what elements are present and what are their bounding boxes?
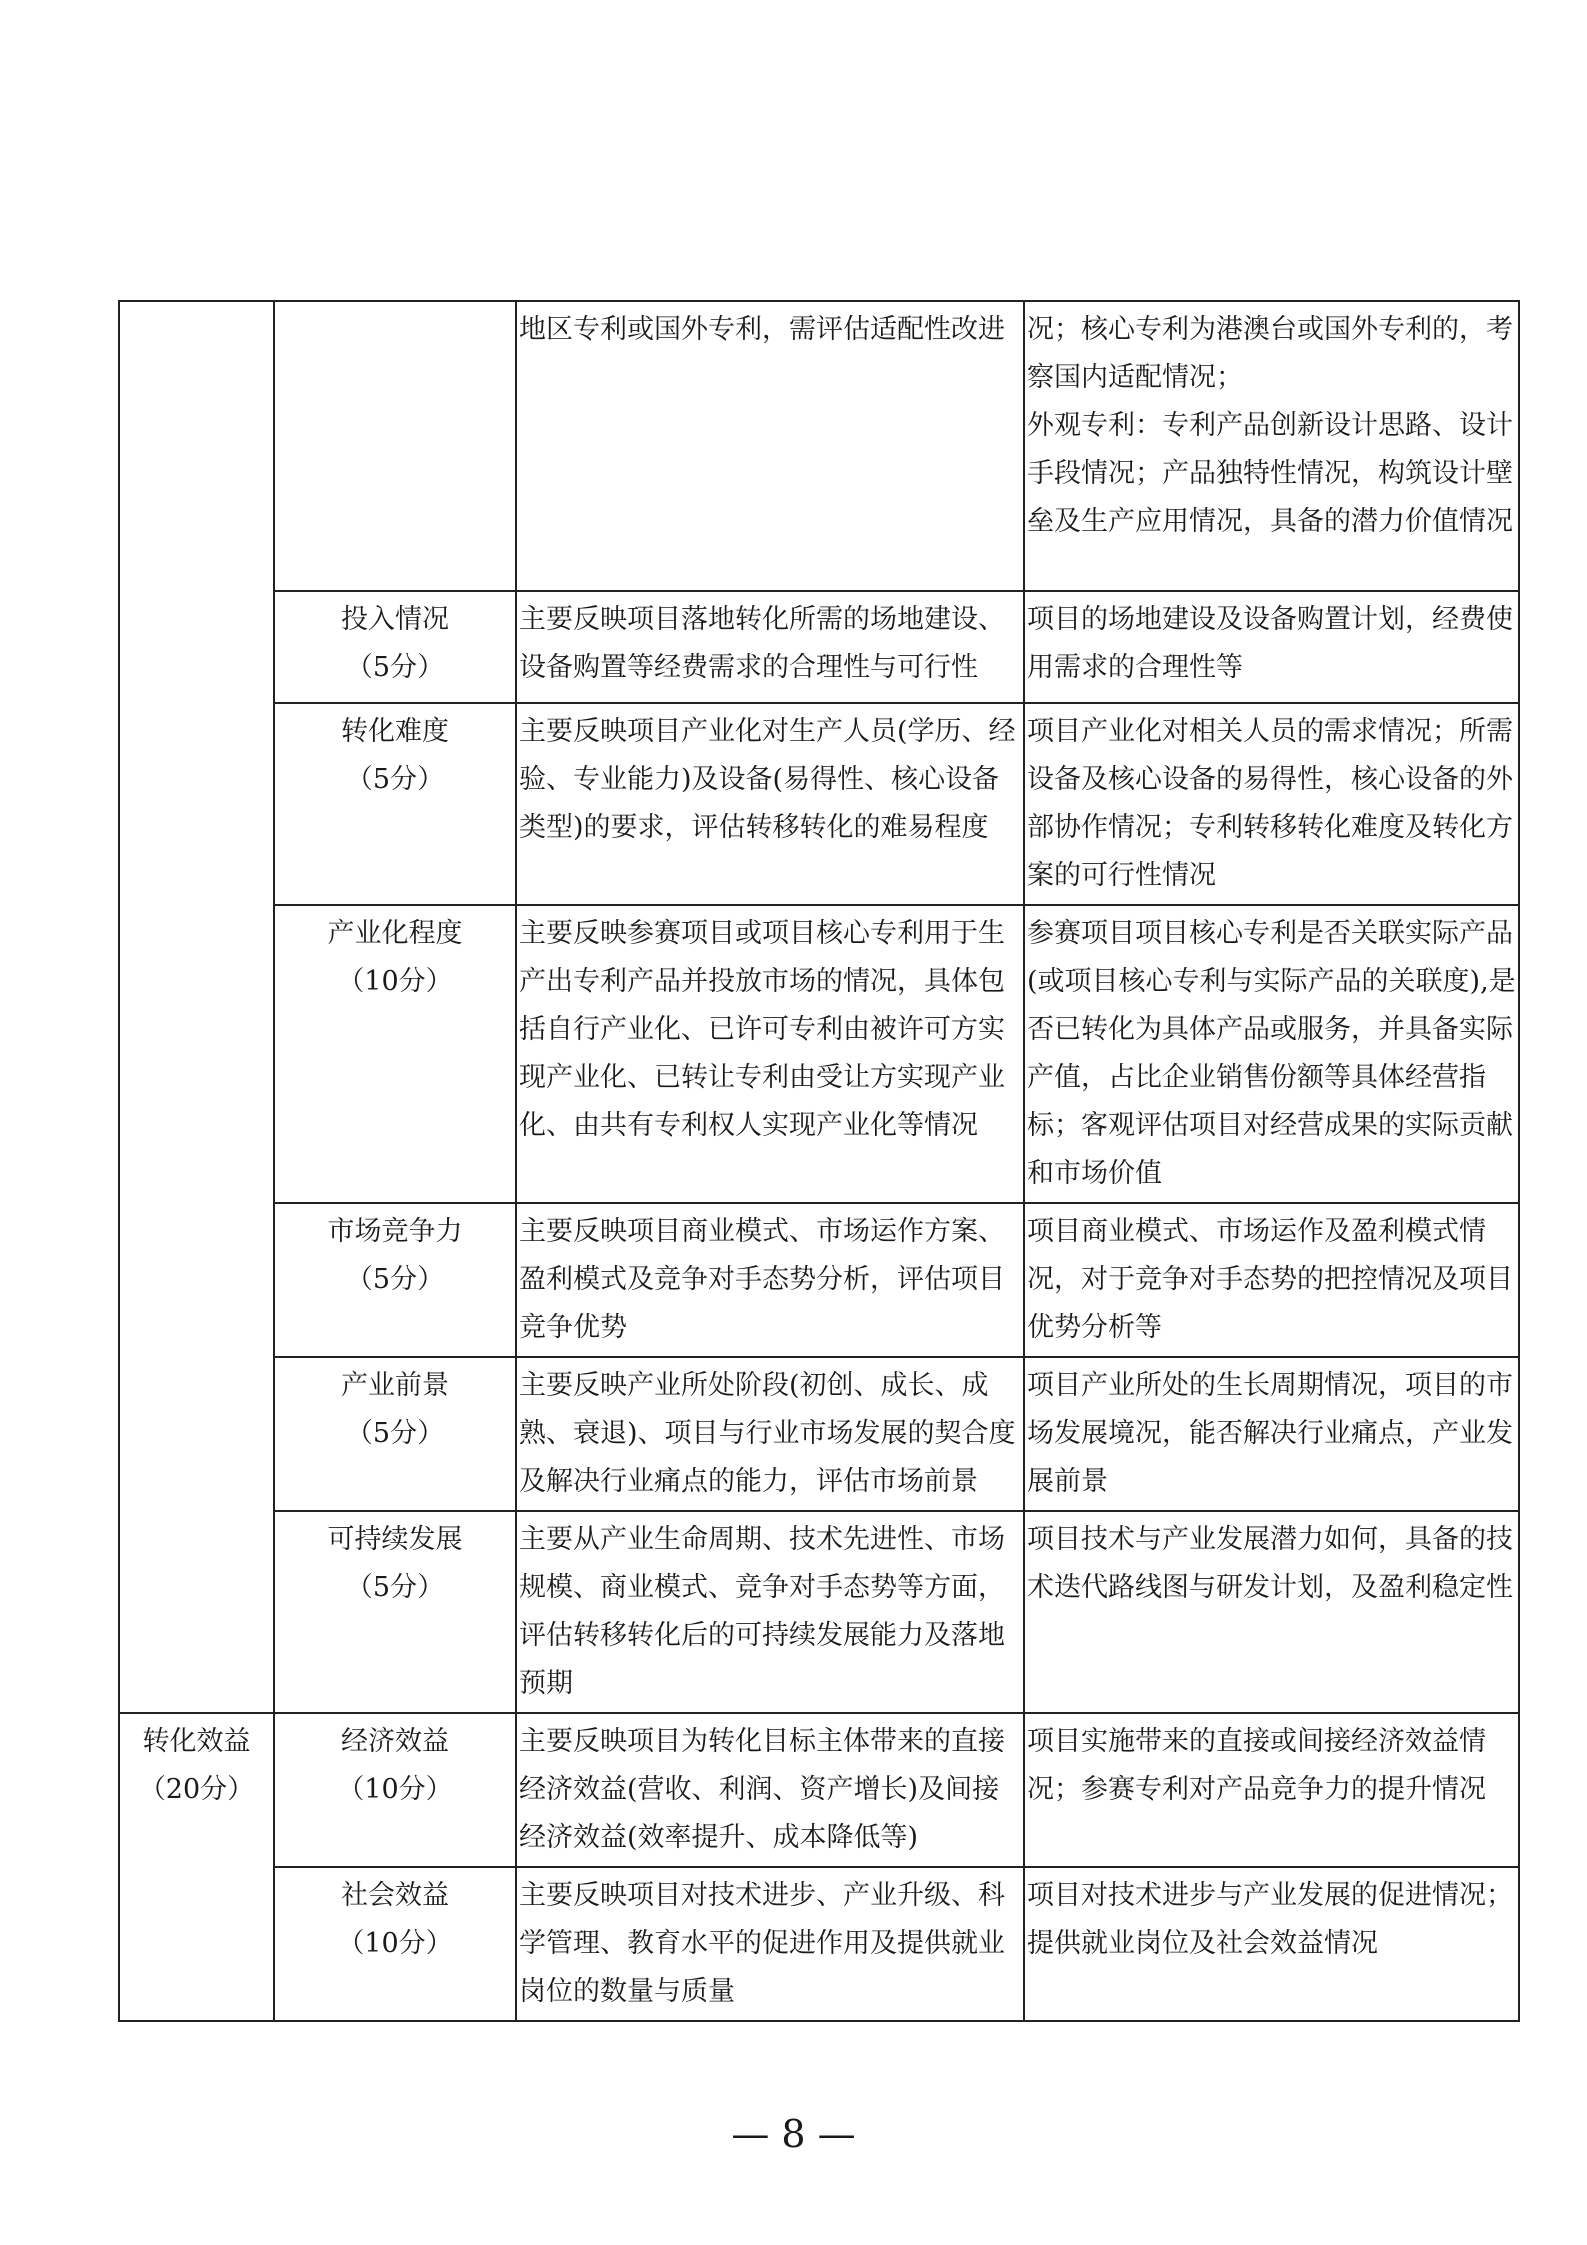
item-cell [274,591,516,703]
item-cell [274,1357,516,1511]
item-cell [274,1203,516,1357]
description-cell: 主要反映项目对技术进步、产业升级、科学管理、教育水平的促进作用及提供就业岗位的数量与质量 [516,1867,1024,2021]
item-points: （5分） [345,1572,445,1603]
criteria-cell: 项目实施带来的直接或间接经济效益情况；参赛专利对产品竞争力的提升情况 [1024,1713,1519,1867]
item-label: 经济效益 [341,1726,449,1757]
table-row [119,905,1519,1203]
item-label: 产业化程度 [327,918,463,949]
item-points: （10分） [337,966,453,997]
criteria-cell: 项目商业模式、市场运作及盈利模式情况，对于竞争对手态势的把控情况及项目优势分析等 [1024,1203,1519,1357]
item-label: 可持续发展 [327,1524,463,1555]
item-points: （5分） [345,652,445,683]
description-cell: 主要反映产业所处阶段(初创、成长、成熟、衰退)、项目与行业市场发展的契合度及解决行业痛点的能力，评估市场前景 [516,1357,1024,1511]
description-cell: 主要反映参赛项目或项目核心专利用于生产出专利产品并投放市场的情况，具体包括自行产业化、已许可专利由被许可方实现产业化、已转让专利由受让方实现产业化、由共有专利权人实现产业化等情况 [516,905,1024,1203]
item-cell [274,703,516,905]
criteria-cell: 项目对技术进步与产业发展的促进情况；提供就业岗位及社会效益情况 [1024,1867,1519,2021]
criteria-cell: 参赛项目项目核心专利是否关联实际产品(或项目核心专利与实际产品的关联度),是否已转化为具体产品或服务，并具备实际产值，占比企业销售份额等具体经营指标；客观评估项目对经营成果的实际贡献和市场价值 [1024,905,1519,1203]
criteria-cell: 项目产业所处的生长周期情况，项目的市场发展境况，能否解决行业痛点，产业发展前景 [1024,1357,1519,1511]
scoring-table [118,300,1520,2022]
table-row [119,301,1519,591]
criteria-cell: 项目的场地建设及设备购置计划，经费使用需求的合理性等 [1024,591,1519,703]
criteria-cell: 项目产业化对相关人员的需求情况；所需设备及核心设备的易得性，核心设备的外部协作情况；专利转移转化难度及转化方案的可行性情况 [1024,703,1519,905]
item-points: （5分） [345,1264,445,1295]
item-points: （5分） [345,764,445,795]
group-label: 转化效益 [142,1726,251,1757]
criteria-cell: 项目技术与产业发展潜力如何，具备的技术迭代路线图与研发计划，及盈利稳定性 [1024,1511,1519,1713]
item-cell [274,1867,516,2021]
criteria-cell [1024,301,1519,591]
table-row [119,703,1519,905]
item-label: 投入情况 [341,604,449,635]
item-cell [274,1511,516,1713]
table-row [119,1713,1519,1867]
description-cell: 主要从产业生命周期、技术先进性、市场规模、商业模式、竞争对手态势等方面，评估转移转化后的可持续发展能力及落地预期 [516,1511,1024,1713]
description-cell: 主要反映项目商业模式、市场运作方案、盈利模式及竞争对手态势分析，评估项目竞争优势 [516,1203,1024,1357]
item-points: （5分） [345,1418,445,1449]
item-label: 社会效益 [341,1880,449,1911]
description-cell: 主要反映项目为转化目标主体带来的直接经济效益(营收、利润、资产增长)及间接经济效益(效率提升、成本降低等) [516,1713,1024,1867]
description-cell: 地区专利或国外专利，需评估适配性改进 [516,301,1024,591]
table-row [119,1203,1519,1357]
item-label: 市场竞争力 [327,1216,463,1247]
criteria-line: 外观专利：专利产品创新设计思路、设计手段情况；产品独特性情况，构筑设计壁垒及生产应用情况，具备的潜力价值情况 [1027,410,1513,537]
criteria-line: 况；核心专利为港澳台或国外专利的，考察国内适配情况； [1027,314,1513,393]
table-row [119,1867,1519,2021]
description-cell: 主要反映项目落地转化所需的场地建设、设备购置等经费需求的合理性与可行性 [516,591,1024,703]
group-points: （20分） [138,1774,255,1805]
description-cell: 主要反映项目产业化对生产人员(学历、经验、专业能力)及设备(易得性、核心设备类型)的要求，评估转移转化的难易程度 [516,703,1024,905]
item-cell [274,1713,516,1867]
group-cell [119,1713,274,2021]
table-row [119,1511,1519,1713]
item-points: （10分） [337,1928,453,1959]
item-points: （10分） [337,1774,453,1805]
table-row [119,1357,1519,1511]
item-cell-empty [274,301,516,591]
item-label: 转化难度 [341,716,449,747]
item-cell [274,905,516,1203]
table-row [119,591,1519,703]
item-label: 产业前景 [341,1370,449,1401]
group-cell-empty [119,301,274,1713]
page-number: — 8 — [731,2112,856,2156]
